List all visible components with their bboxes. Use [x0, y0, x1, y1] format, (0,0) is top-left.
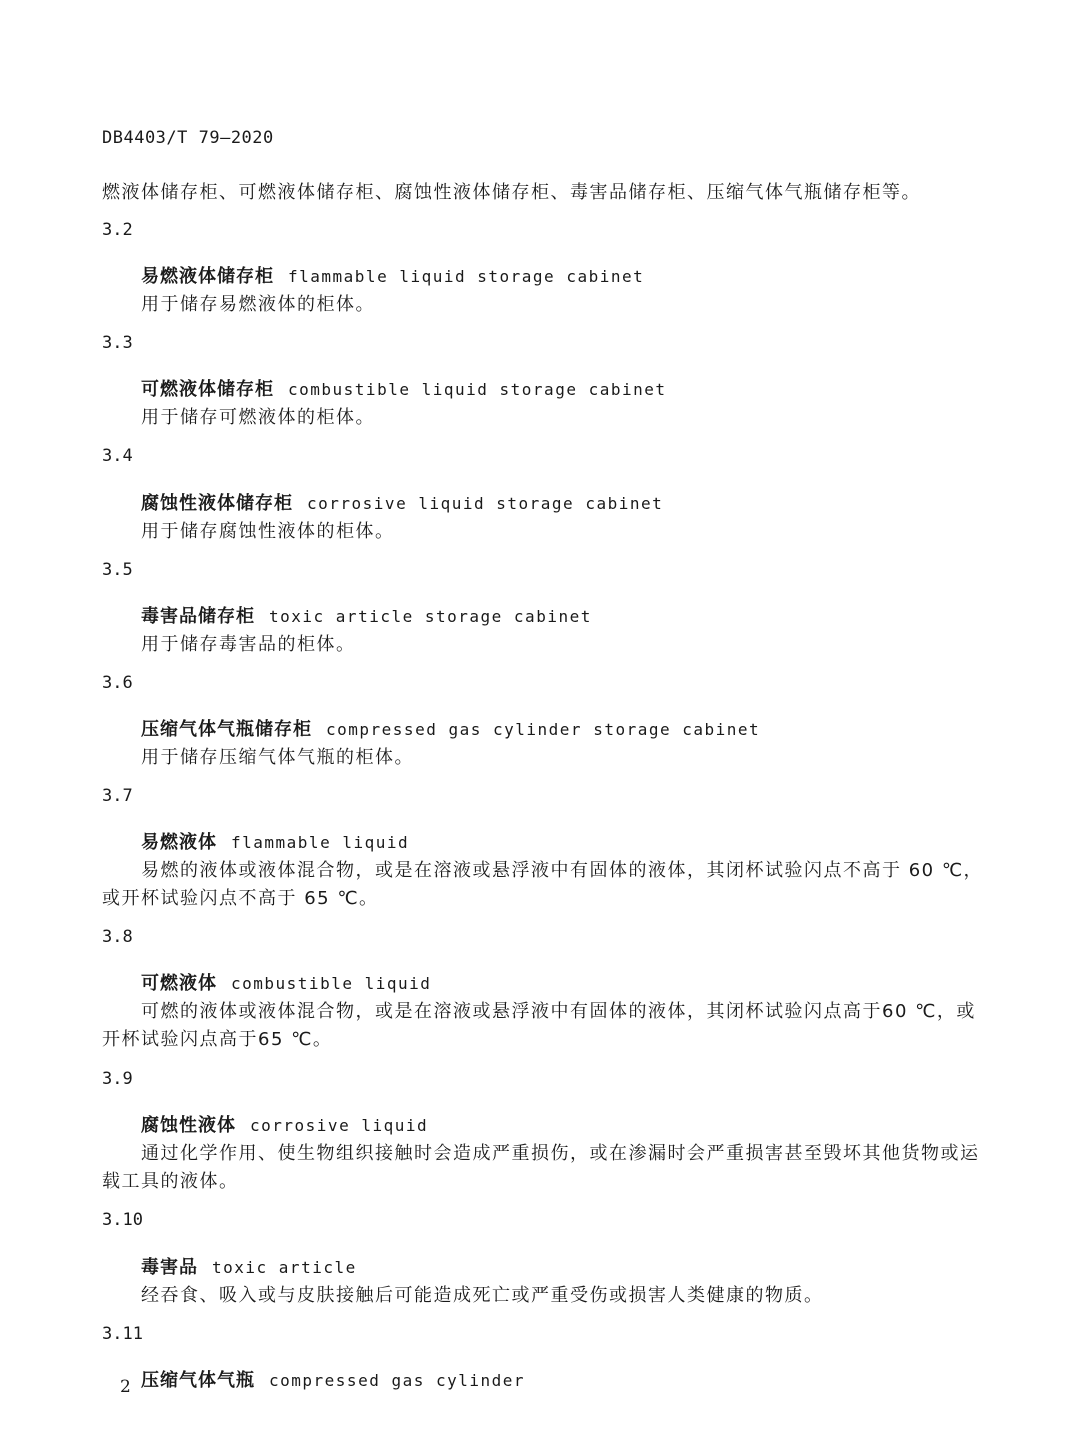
term-chinese: 易燃液体: [141, 832, 217, 853]
term-chinese: 可燃液体储存柜: [141, 379, 274, 400]
term-english: corrosive liquid: [250, 1116, 429, 1135]
term-entry: [141, 1253, 357, 1279]
clause-number: 3.10: [102, 1210, 143, 1230]
term-definition-continued: 开杯试验闪点高于65 ℃。: [102, 1029, 333, 1050]
term-entry: [141, 969, 431, 995]
term-english: compressed gas cylinder storage cabinet: [326, 720, 761, 739]
intro-continuation-line: 燃液体储存柜、可燃液体储存柜、腐蚀性液体储存柜、毒害品储存柜、压缩气体气瓶储存柜等。: [102, 182, 921, 203]
clause-number: 3.4: [102, 446, 133, 466]
term-chinese: 易燃液体储存柜: [141, 266, 274, 287]
clause-number: 3.8: [102, 927, 133, 947]
term-english: compressed gas cylinder: [269, 1371, 526, 1390]
term-definition: 用于储存压缩气体气瓶的柜体。: [141, 747, 414, 768]
term-entry: [141, 602, 592, 628]
term-english: toxic article storage cabinet: [269, 607, 592, 626]
term-entry: [141, 715, 760, 741]
term-english: combustible liquid storage cabinet: [288, 380, 667, 399]
term-definition: 用于储存可燃液体的柜体。: [141, 407, 375, 428]
term-entry: [141, 1111, 428, 1137]
clause-number: 3.3: [102, 333, 133, 353]
term-chinese: 腐蚀性液体: [141, 1115, 236, 1136]
term-definition: 用于储存易燃液体的柜体。: [141, 294, 375, 315]
term-entry: [141, 375, 667, 401]
term-definition-continued: 载工具的液体。: [102, 1171, 239, 1192]
clause-number: 3.5: [102, 560, 133, 580]
term-english: corrosive liquid storage cabinet: [307, 494, 664, 513]
term-definition: 用于储存腐蚀性液体的柜体。: [141, 521, 395, 542]
term-entry: [141, 489, 663, 515]
term-entry: [141, 1366, 525, 1392]
term-chinese: 毒害品: [141, 1257, 198, 1278]
term-english: toxic article: [212, 1258, 357, 1277]
term-english: flammable liquid storage cabinet: [288, 267, 645, 286]
term-definition: 用于储存毒害品的柜体。: [141, 634, 356, 655]
term-chinese: 压缩气体气瓶: [141, 1370, 255, 1391]
term-definition: 可燃的液体或液体混合物，或是在溶液或悬浮液中有固体的液体，其闭杯试验闪点高于60 ℃，或: [141, 1001, 976, 1022]
term-chinese: 腐蚀性液体储存柜: [141, 493, 293, 514]
term-chinese: 可燃液体: [141, 973, 217, 994]
page-number: 2: [120, 1377, 131, 1397]
clause-number: 3.9: [102, 1069, 133, 1089]
clause-number: 3.6: [102, 673, 133, 693]
clause-number: 3.7: [102, 786, 133, 806]
term-definition: 易燃的液体或液体混合物，或是在溶液或悬浮液中有固体的液体，其闭杯试验闪点不高于 60 ℃，: [141, 860, 984, 881]
clause-number: 3.2: [102, 220, 133, 240]
term-chinese: 毒害品储存柜: [141, 606, 255, 627]
term-definition-continued: 或开杯试验闪点不高于 65 ℃。: [102, 888, 379, 909]
term-english: combustible liquid: [231, 974, 432, 993]
term-definition: 经吞食、吸入或与皮肤接触后可能造成死亡或严重受伤或损害人类健康的物质。: [141, 1285, 824, 1306]
document-code-header: DB4403/T 79—2020: [102, 128, 274, 148]
term-chinese: 压缩气体气瓶储存柜: [141, 719, 312, 740]
term-definition: 通过化学作用、使生物组织接触时会造成严重损伤，或在渗漏时会严重损害甚至毁坏其他货物或运: [141, 1143, 980, 1164]
term-english: flammable liquid: [231, 833, 410, 852]
term-entry: [141, 262, 644, 288]
clause-number: 3.11: [102, 1324, 143, 1344]
term-entry: [141, 828, 409, 854]
